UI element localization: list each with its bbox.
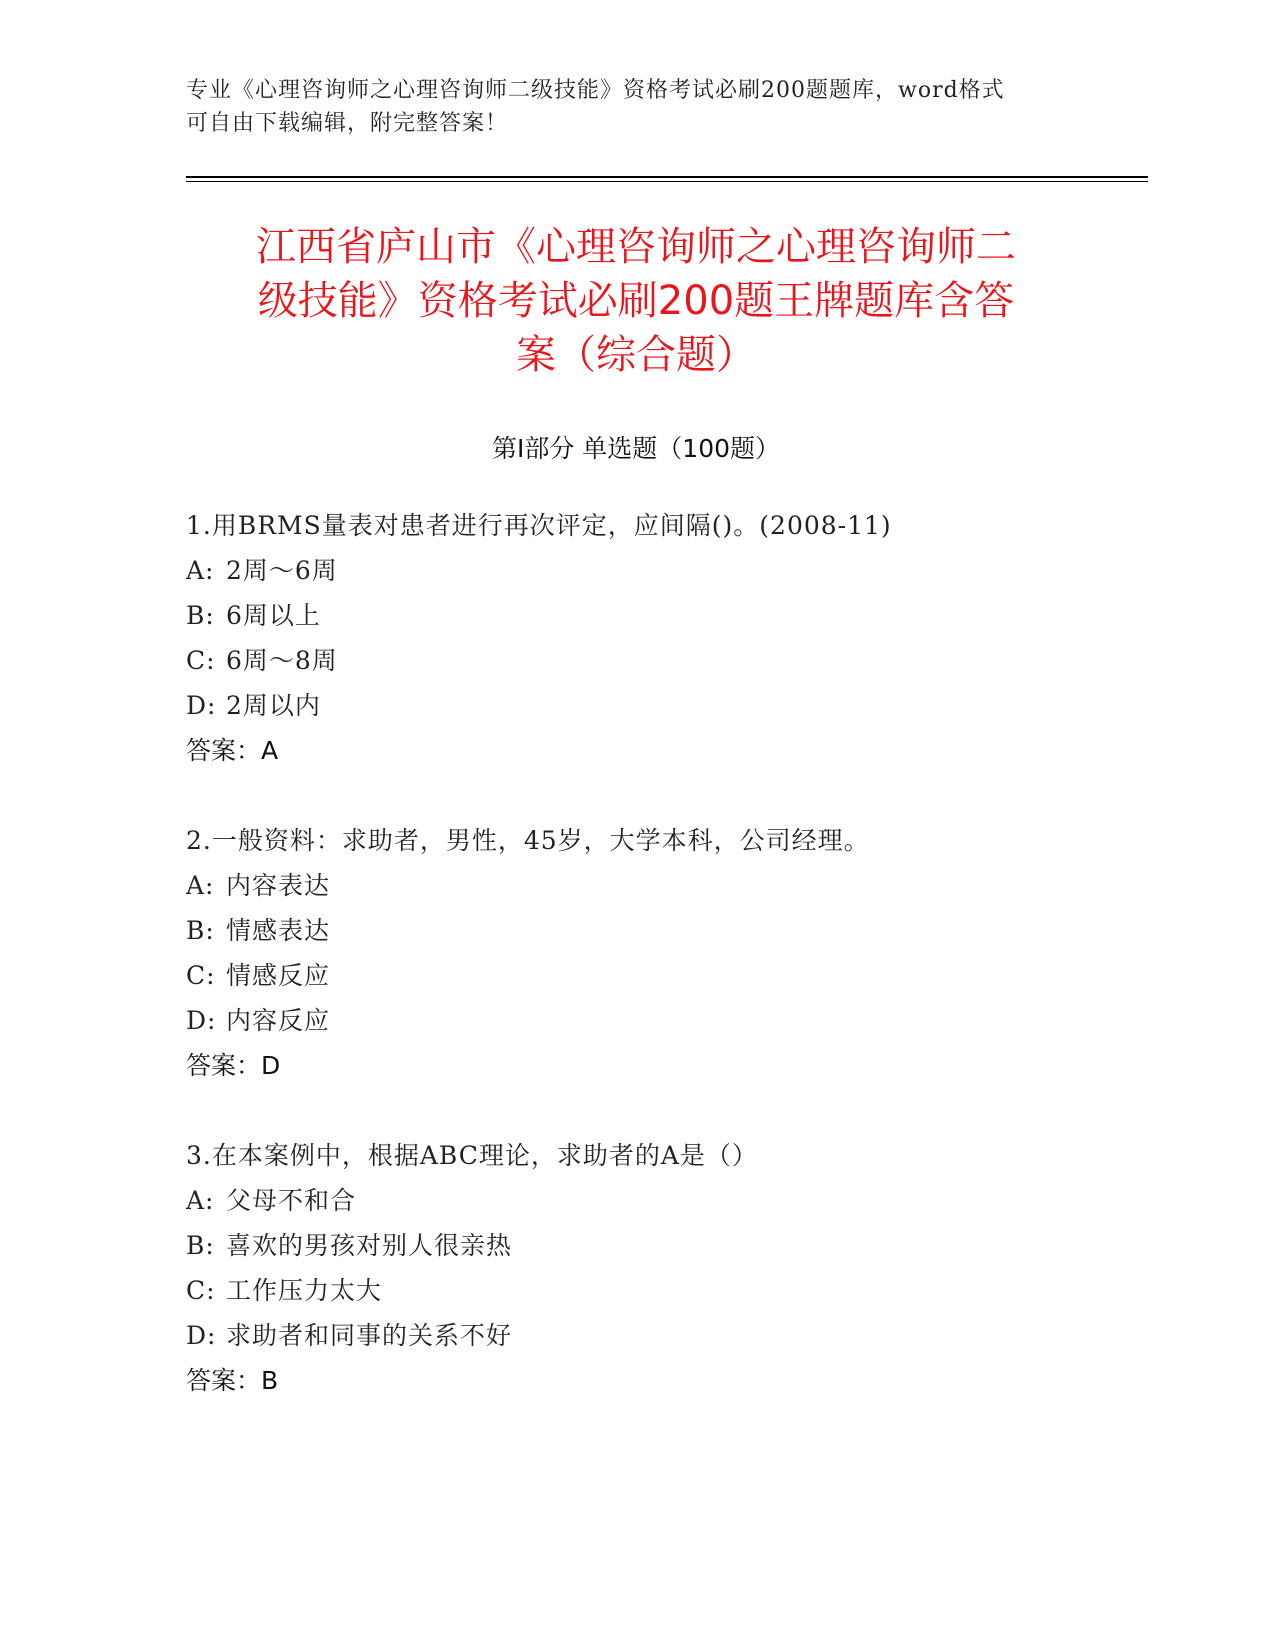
header-note-line: 专业《心理咨询师之心理咨询师二级技能》资格考试必刷200题题库，word格式 — [186, 78, 1005, 103]
option-b — [186, 908, 1086, 953]
option-text: 工作压力太大 — [226, 1276, 383, 1305]
question-stem: 1.用BRMS量表对患者进行再次评定，应间隔()。(2008-11) — [186, 511, 892, 540]
option-c — [186, 953, 1086, 998]
option-a — [186, 863, 1086, 908]
option-a — [186, 1178, 1086, 1223]
question-stem: 2.一般资料：求助者，男性，45岁，大学本科，公司经理。 — [186, 826, 870, 855]
answer-key: 答案：A — [186, 736, 279, 765]
option-text: 内容反应 — [226, 1006, 331, 1035]
option-d — [186, 683, 1086, 728]
header-divider — [186, 176, 1148, 178]
header-divider-thin — [186, 181, 1148, 182]
option-c — [186, 1268, 1086, 1313]
option-letter: A: — [186, 1186, 215, 1215]
option-letter: B: — [186, 916, 215, 945]
option-letter: C: — [186, 961, 216, 990]
option-text: 父母不和合 — [226, 1186, 357, 1215]
option-letter: C: — [186, 1276, 216, 1305]
question-item — [186, 503, 1086, 773]
option-b — [186, 593, 1086, 638]
option-letter: A: — [186, 871, 215, 900]
option-c — [186, 638, 1086, 683]
answer-key: 答案：B — [186, 1366, 279, 1395]
option-text: 情感反应 — [226, 961, 331, 990]
option-d — [186, 1313, 1086, 1358]
option-text: 2周～6周 — [226, 556, 338, 585]
header-note — [186, 74, 1066, 140]
option-text: 求助者和同事的关系不好 — [226, 1321, 513, 1350]
option-letter: B: — [186, 601, 215, 630]
option-text: 6周以上 — [226, 601, 321, 630]
option-text: 喜欢的男孩对别人很亲热 — [226, 1231, 513, 1260]
option-letter: D: — [186, 691, 217, 720]
title-line: 级技能》资格考试必刷200题王牌题库含答 — [257, 278, 1015, 324]
document-title — [186, 220, 1086, 382]
option-letter: C: — [186, 646, 216, 675]
section-heading: 第I部分 单选题（100题） — [491, 434, 781, 463]
option-text: 内容表达 — [226, 871, 331, 900]
option-text: 2周以内 — [226, 691, 321, 720]
option-letter: A: — [186, 556, 215, 585]
option-d — [186, 998, 1086, 1043]
option-text: 6周～8周 — [226, 646, 338, 675]
question-item — [186, 1133, 1086, 1403]
header-note-line: 可自由下载编辑，附完整答案！ — [186, 111, 509, 136]
option-a — [186, 548, 1086, 593]
question-item — [186, 818, 1086, 1088]
option-letter: D: — [186, 1006, 217, 1035]
title-line: 案（综合题） — [516, 332, 756, 378]
title-line: 江西省庐山市《心理咨询师之心理咨询师二 — [256, 224, 1016, 270]
answer-key: 答案：D — [186, 1051, 281, 1080]
option-letter: D: — [186, 1321, 217, 1350]
option-b — [186, 1223, 1086, 1268]
question-stem: 3.在本案例中，根据ABC理论，求助者的A是（） — [186, 1141, 758, 1170]
option-text: 情感表达 — [226, 916, 331, 945]
option-letter: B: — [186, 1231, 215, 1260]
